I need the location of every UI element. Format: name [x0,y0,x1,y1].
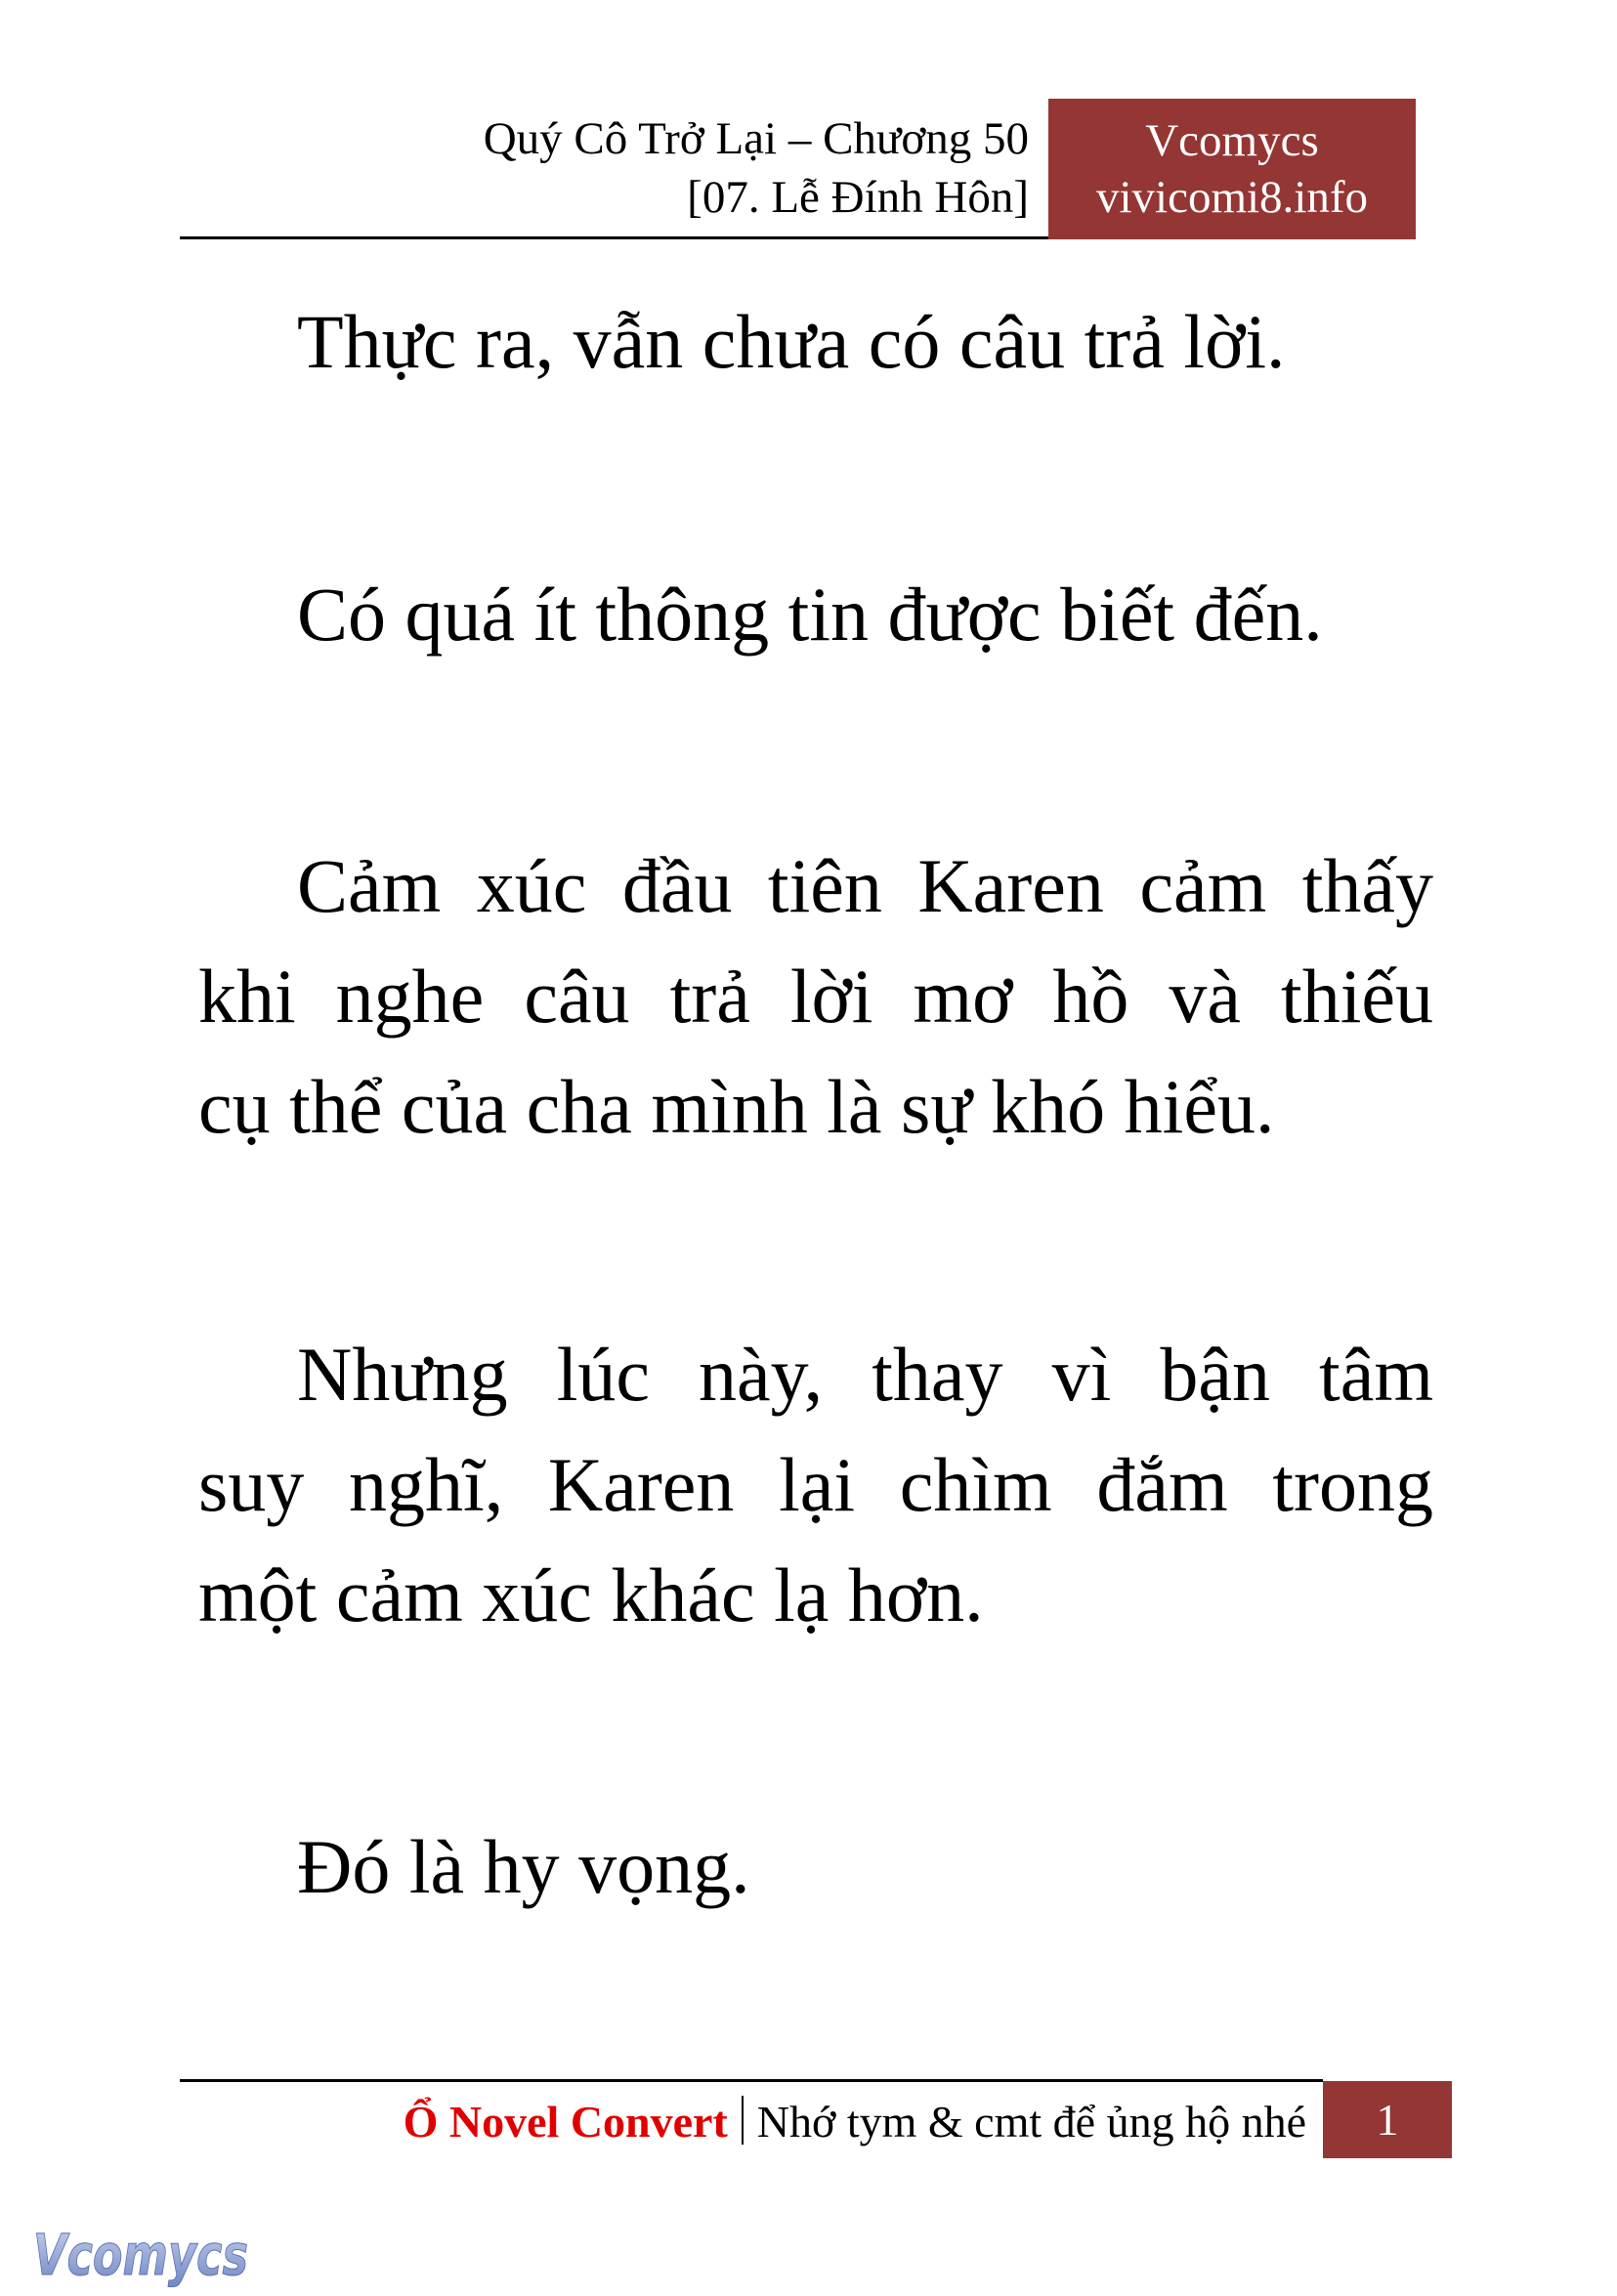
text-line: Nhưng lúc này, thay vì bận tâm [297,1332,1433,1417]
text-line: Đó là hy vọng. [297,1824,750,1909]
footer-brand: Ổ Novel Convert [403,2097,728,2147]
header-site-badge [1048,99,1416,239]
paragraph-4 [198,1319,1433,1650]
footer-text [404,2093,1306,2151]
svg-text:Vcomycs: Vcomycs [33,2222,248,2288]
paragraph-1 [198,286,1433,397]
header-divider [180,236,1049,239]
header-title-line2: [07. Lễ Đính Hôn] [687,172,1029,223]
paragraph-3 [198,830,1433,1162]
page-number: 1 [1323,2081,1452,2158]
running-header-title [484,109,1029,227]
paragraph-5 [198,1811,1433,1922]
footer-divider [180,2079,1323,2082]
header-title-line1: Quý Cô Trở Lại – Chương 50 [483,113,1029,164]
text-line: cụ thể của cha mình là sự khó hiểu. [198,1064,1275,1149]
text-line: Thực ra, vẫn chưa có câu trả lời. [297,299,1286,384]
text-line: khi nghe câu trả lời mơ hồ và thiếu [198,954,1433,1039]
text-line: Cảm xúc đầu tiên Karen cảm thấy [297,843,1433,928]
badge-line2: vivicomi8.info [1095,172,1369,223]
footer-separator [742,2096,744,2145]
text-line: suy nghĩ, Karen lại chìm đắm trong [198,1442,1433,1527]
text-line: một cảm xúc khác lạ hơn. [198,1552,984,1637]
badge-line1: Vcomycs [1145,115,1319,166]
paragraph-2 [198,559,1433,669]
footer-message: Nhớ tym & cmt để ủng hộ nhé [756,2097,1306,2147]
text-line: Có quá ít thông tin được biết đến. [297,572,1323,657]
vcomycs-watermark-logo [29,2218,254,2296]
